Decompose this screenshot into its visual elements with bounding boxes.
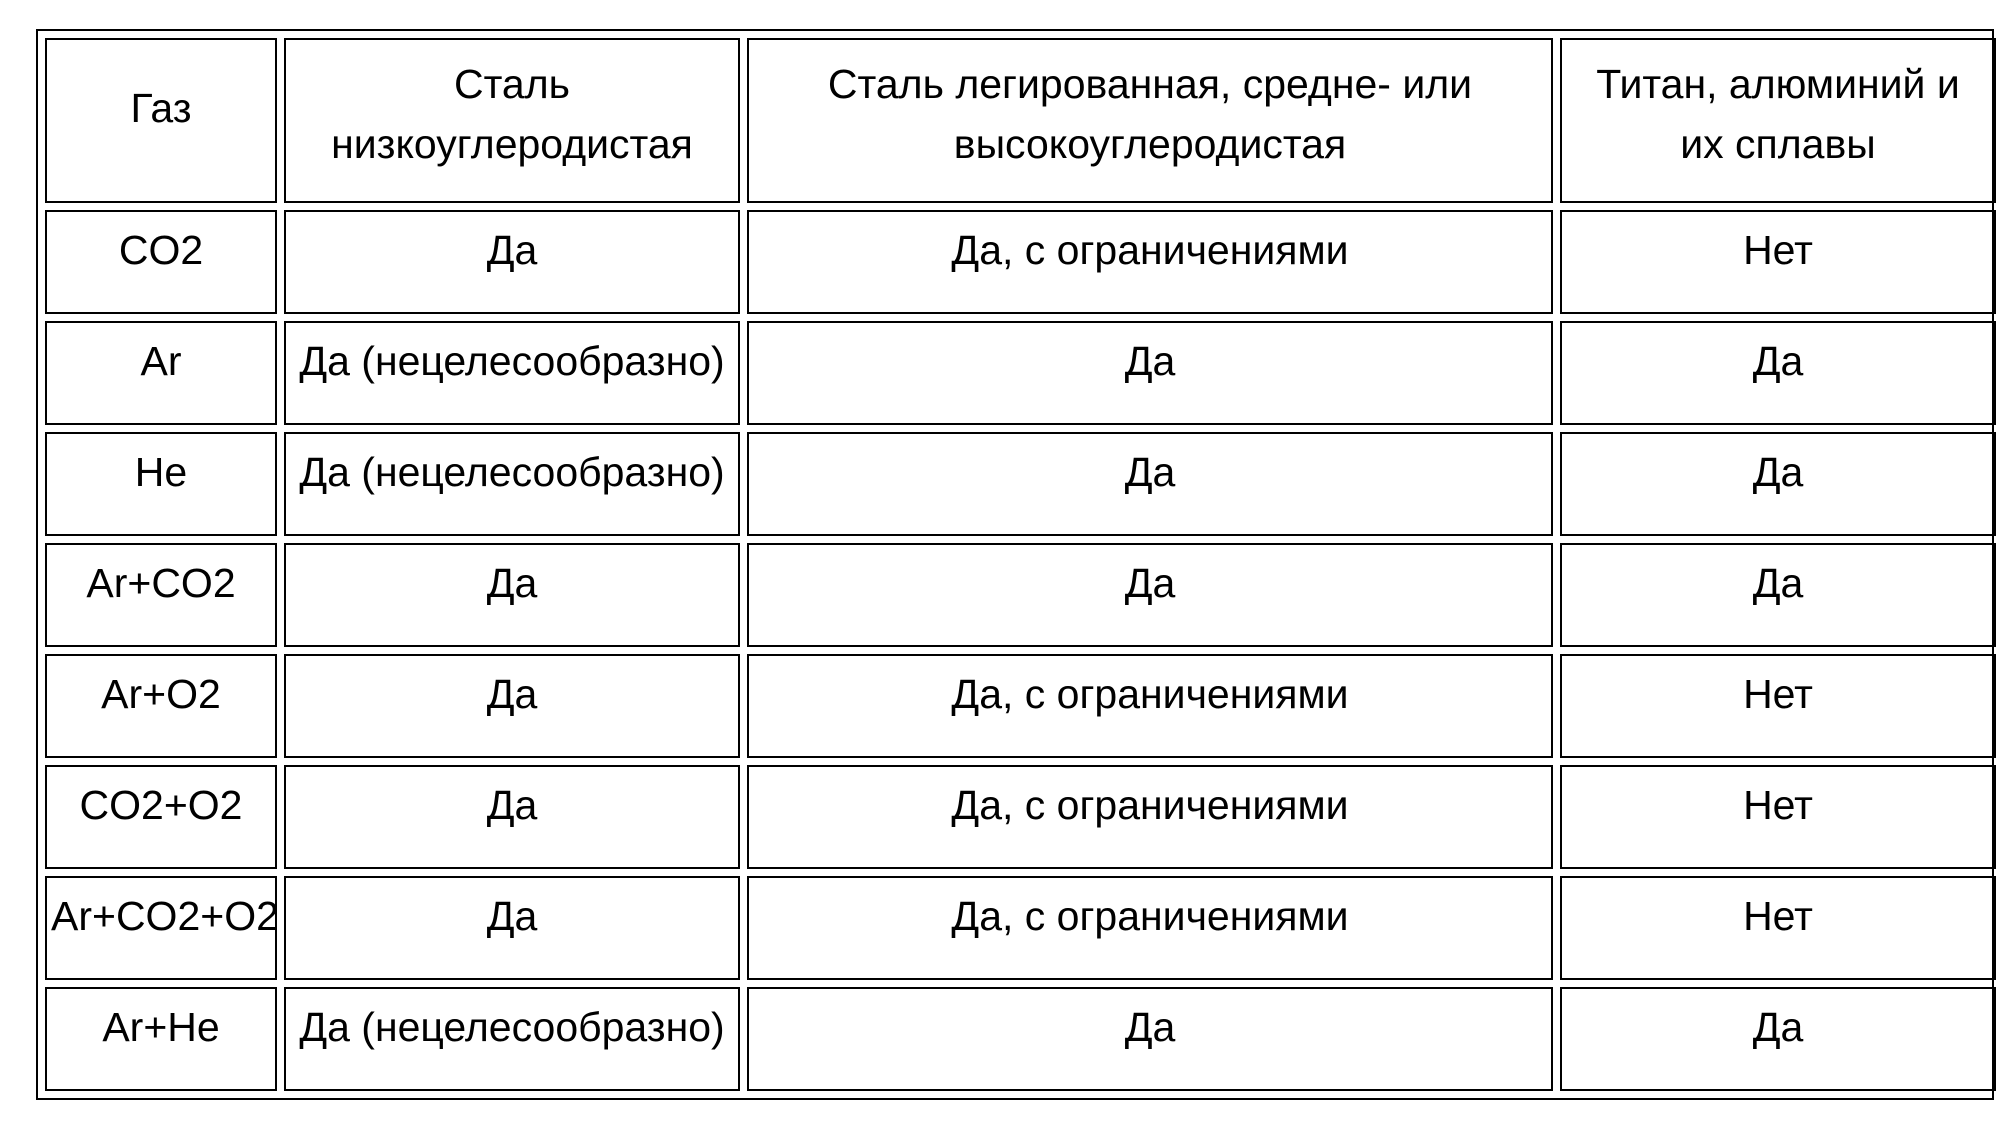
- table-row: [45, 432, 1996, 536]
- header-row: [45, 38, 1996, 203]
- header-titanium-aluminium: Титан, алюминий и их сплавы: [1560, 38, 1996, 203]
- cell-gas: Ar+O2: [45, 654, 277, 758]
- cell-low-carbon-steel: Да: [284, 543, 740, 647]
- cell-titanium-aluminium: Нет: [1560, 210, 1996, 314]
- cell-alloy-steel: Да, с ограничениями: [747, 876, 1553, 980]
- cell-titanium-aluminium: Нет: [1560, 654, 1996, 758]
- table-row: [45, 321, 1996, 425]
- cell-titanium-aluminium: Да: [1560, 543, 1996, 647]
- header-alloy-steel: Сталь легированная, средне- или высокоуглеродистая: [747, 38, 1553, 203]
- table-row: [45, 210, 1996, 314]
- cell-gas: Ar+CO2: [45, 543, 277, 647]
- cell-titanium-aluminium: Да: [1560, 987, 1996, 1091]
- cell-low-carbon-steel: Да: [284, 210, 740, 314]
- cell-alloy-steel: Да, с ограничениями: [747, 765, 1553, 869]
- cell-low-carbon-steel: Да: [284, 765, 740, 869]
- table-row: [45, 765, 1996, 869]
- cell-alloy-steel: Да: [747, 432, 1553, 536]
- cell-low-carbon-steel: Да (нецелесообразно): [284, 987, 740, 1091]
- table-row: [45, 654, 1996, 758]
- header-low-carbon-steel: Сталь низкоуглеродистая: [284, 38, 740, 203]
- cell-alloy-steel: Да: [747, 543, 1553, 647]
- cell-alloy-steel: Да, с ограничениями: [747, 654, 1553, 758]
- cell-alloy-steel: Да, с ограничениями: [747, 210, 1553, 314]
- cell-titanium-aluminium: Нет: [1560, 765, 1996, 869]
- cell-titanium-aluminium: Да: [1560, 321, 1996, 425]
- cell-low-carbon-steel: Да: [284, 876, 740, 980]
- cell-low-carbon-steel: Да (нецелесообразно): [284, 432, 740, 536]
- gas-compatibility-table: [36, 29, 2005, 1100]
- cell-alloy-steel: Да: [747, 987, 1553, 1091]
- table-row: [45, 876, 1996, 980]
- cell-low-carbon-steel: Да (нецелесообразно): [284, 321, 740, 425]
- header-gas: Газ: [45, 38, 277, 203]
- cell-gas: Ar+He: [45, 987, 277, 1091]
- table-row: [45, 987, 1996, 1091]
- cell-gas: CO2: [45, 210, 277, 314]
- cell-gas: He: [45, 432, 277, 536]
- table-row: [45, 543, 1996, 647]
- cell-gas: Ar+CO2+O2: [45, 876, 277, 980]
- cell-titanium-aluminium: Нет: [1560, 876, 1996, 980]
- cell-alloy-steel: Да: [747, 321, 1553, 425]
- cell-gas: Ar: [45, 321, 277, 425]
- cell-gas: CO2+O2: [45, 765, 277, 869]
- cell-low-carbon-steel: Да: [284, 654, 740, 758]
- cell-titanium-aluminium: Да: [1560, 432, 1996, 536]
